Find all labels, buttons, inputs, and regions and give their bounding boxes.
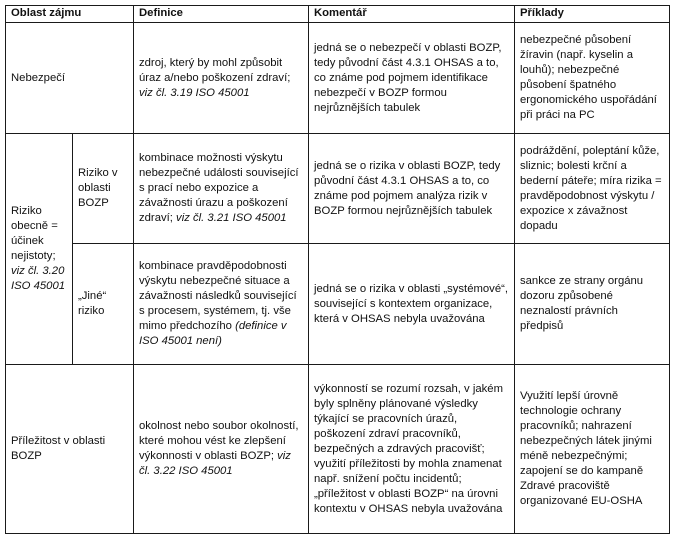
- risk-other-definition: [134, 244, 309, 365]
- row-opportunity: [6, 365, 670, 534]
- risk-other-definition-ref: (definice v ISO 45001 není): [139, 320, 287, 347]
- risk-other-definition-text: kombinace pravděpodobnosti výskytu nebezpečné situace a závažnosti následků související s procesem, systémem, tj. vše mimo předchozího: [139, 260, 297, 332]
- risk-other-label: „Jiné“ riziko: [73, 244, 134, 365]
- risk-other-examples: sankce ze strany orgánu dozoru způsobené neznalostí právních předpisů: [515, 244, 670, 365]
- risk-ohs-comment: jedná se o rizika v oblasti BOZP, tedy původní část 4.3.1 OHSAS a to, co známe pod pojmem analýza rizik v BOZP formou nejrůznějších tabulek: [309, 134, 515, 244]
- risk-ohs-definition-ref: viz čl. 3.21 ISO 45001: [176, 212, 287, 224]
- hazard-definition-ref: viz čl. 3.19 ISO 45001: [139, 86, 250, 99]
- hazard-area: Nebezpečí: [6, 23, 134, 134]
- row-hazard: [6, 23, 670, 134]
- header-examples: Příklady: [515, 6, 670, 23]
- risk-ohs-definition-text: kombinace možnosti výskytu nebezpečné události související s prací nebo expozice a závažnosti úrazu a poškození zdraví;: [139, 152, 299, 224]
- header-definition: Definice: [134, 6, 309, 23]
- opportunity-comment: výkonností se rozumí rozsah, v jakém byly splněny plánované výsledky týkající se pracovních úrazů, poškození zdraví pracovníků, bezpečných a zdravých pracovišť; využití příležitosti by mohla znamenat např. snížení počtu incidentů; „příležitost v oblasti BOZP“ na úrovni kontextu v OHSAS nebyla uvažována: [309, 365, 515, 534]
- risk-other-comment: jedná se o rizika v oblasti „systémové“, související s kontextem organizace, která v OHSAS nebyla uvažována: [309, 244, 515, 365]
- opportunity-definition: [134, 365, 309, 534]
- header-area: Oblast zájmu: [6, 6, 134, 23]
- row-risk-other: [6, 244, 670, 365]
- hazard-examples: nebezpečné působení žíravin (např. kyselin a louhů); nebezpečné působení špatného ergonomického uspořádání při práci na PC: [515, 23, 670, 134]
- opportunity-examples: Využití lepší úrovně technologie ochrany pracovníků; nahrazení nebezpečných látek jinými méně nebezpečnými; zapojení se do kampaně Zdravé pracoviště organizované EU-OSHA: [515, 365, 670, 534]
- risk-general-ref: viz čl. 3.20 ISO 45001: [11, 265, 66, 292]
- risk-definitions-table: [5, 5, 670, 534]
- risk-ohs-label: Riziko v oblasti BOZP: [73, 134, 134, 244]
- opportunity-definition-ref: viz čl. 3.22 ISO 45001: [139, 450, 291, 477]
- risk-general-area: [6, 134, 73, 365]
- hazard-definition: [134, 23, 309, 134]
- risk-ohs-examples: podráždění, poleptání kůže, sliznic; bolesti krční a bederní páteře; míra rizika = pravděpodobnost výskytu / expozice x závažnost dopadu: [515, 134, 670, 244]
- row-risk-ohs: [6, 134, 670, 244]
- header-row: [6, 6, 670, 23]
- hazard-comment: jedná se o nebezpečí v oblasti BOZP, tedy původní část 4.3.1 OHSAS a to, co známe pod pojmem identifikace nebezpečí v BOZP formou nejrůznějších tabulek: [309, 23, 515, 134]
- opportunity-definition-text: okolnost nebo soubor okolností, které mohou vést ke zlepšení výkonnosti v oblasti BOZP;: [139, 420, 299, 462]
- risk-ohs-definition: [134, 134, 309, 244]
- header-comment: Komentář: [309, 6, 515, 23]
- hazard-definition-text: zdroj, který by mohl způsobit úraz a/nebo poškození zdraví;: [139, 56, 291, 84]
- risk-general-text: Riziko obecně = účinek nejistoty;: [11, 205, 58, 262]
- opportunity-area: Příležitost v oblasti BOZP: [6, 365, 134, 534]
